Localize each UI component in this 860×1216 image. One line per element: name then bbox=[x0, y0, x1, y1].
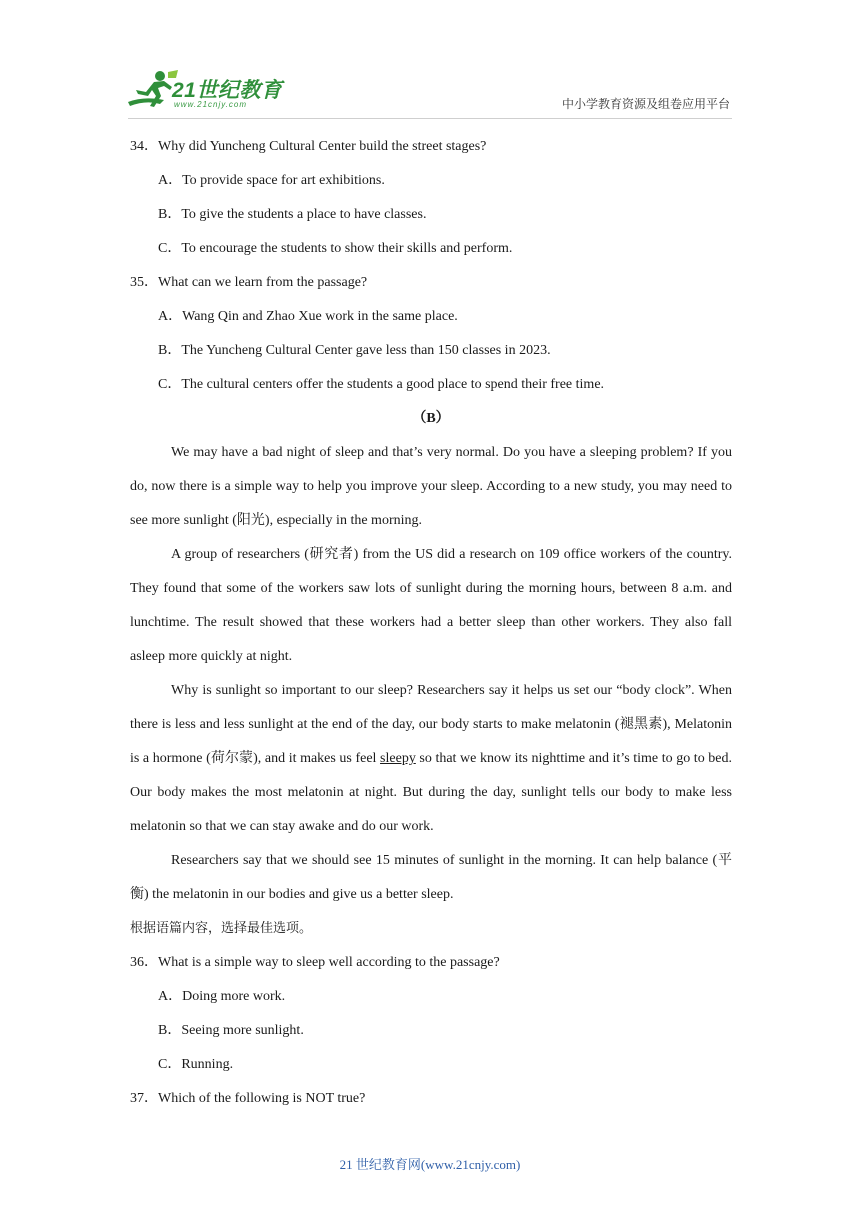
question-37-stem: 37．Which of the following is NOT true? bbox=[130, 1091, 366, 1106]
question-35-option-b: B．The Yuncheng Cultural Center gave less than 150 classes in 2023. bbox=[158, 343, 551, 358]
header-divider bbox=[128, 118, 732, 119]
paragraph-3-text-before: Why is sunlight so important to our sleep? Researchers say it helps us set our “body clock”. When there is less and less sunlight at the end of the day, our body starts to make melatonin (褪黑素), Melatonin is a hormone (荷尔蒙), and it makes us feel bbox=[130, 683, 732, 766]
section-b-heading: （B） bbox=[412, 411, 450, 426]
question-36-option-b: B．Seeing more sunlight. bbox=[158, 1023, 304, 1038]
question-36-option-a: A．Doing more work. bbox=[158, 989, 286, 1004]
question-35-stem: 35．What can we learn from the passage? bbox=[130, 275, 368, 290]
question-35-option-c: C．The cultural centers offer the students a good place to spend their free time. bbox=[158, 377, 605, 392]
question-34-option-c: C．To encourage the students to show their skills and perform. bbox=[158, 241, 513, 256]
underlined-word-sleepy: sleepy bbox=[380, 751, 416, 766]
paragraph-3-text-after: so that we know its nighttime and it’s time to go to bed. Our body makes the most melatonin at night. But during the day, sunlight tells our body to make less melatonin so that we can stay awake and do our work. bbox=[130, 751, 732, 834]
question-36-option-c: C．Running. bbox=[158, 1057, 234, 1072]
instruction-text: 根据语篇内容，选择最佳选项。 bbox=[130, 921, 313, 936]
question-36-stem: 36．What is a simple way to sleep well according to the passage? bbox=[130, 955, 500, 970]
question-34-option-b: B．To give the students a place to have classes. bbox=[158, 207, 427, 222]
passage-paragraph-2: A group of researchers (研究者) from the US did a research on 109 office workers of the country. They found that some of the workers saw lots of sunlight during the morning hours, between 8 a.m. and lunchtime. The result showed that these workers had a better sleep than other workers. They also fall asleep more quickly at night. bbox=[130, 547, 732, 664]
document-body bbox=[130, 130, 732, 1116]
passage-paragraph-4: Researchers say that we should see 15 minutes of sunlight in the morning. It can help balance (平衡) the melatonin in our bodies and give us a better sleep. bbox=[130, 853, 732, 902]
question-35-option-a: A．Wang Qin and Zhao Xue work in the same place. bbox=[158, 309, 458, 324]
logo-text: 21世纪教育 bbox=[172, 79, 283, 102]
site-tagline: 中小学教育资源及组卷应用平台 bbox=[561, 97, 730, 111]
logo-url: www.21cnjy.com bbox=[174, 100, 247, 109]
passage-paragraph-3 bbox=[130, 674, 732, 844]
passage-paragraph-1: We may have a bad night of sleep and that’s very normal. Do you have a sleeping problem? If you do, now there is a simple way to help you improve your sleep. According to a new study, you may need to see more sunlight (阳光), especially in the morning. bbox=[130, 445, 732, 528]
page-header bbox=[0, 0, 860, 120]
site-logo[interactable] bbox=[124, 66, 294, 114]
question-34-stem: 34．Why did Yuncheng Cultural Center build the street stages? bbox=[130, 139, 487, 154]
page-footer[interactable]: 21 世纪教育网(www.21cnjy.com) bbox=[339, 1157, 521, 1172]
question-34-option-a: A．To provide space for art exhibitions. bbox=[158, 173, 385, 188]
